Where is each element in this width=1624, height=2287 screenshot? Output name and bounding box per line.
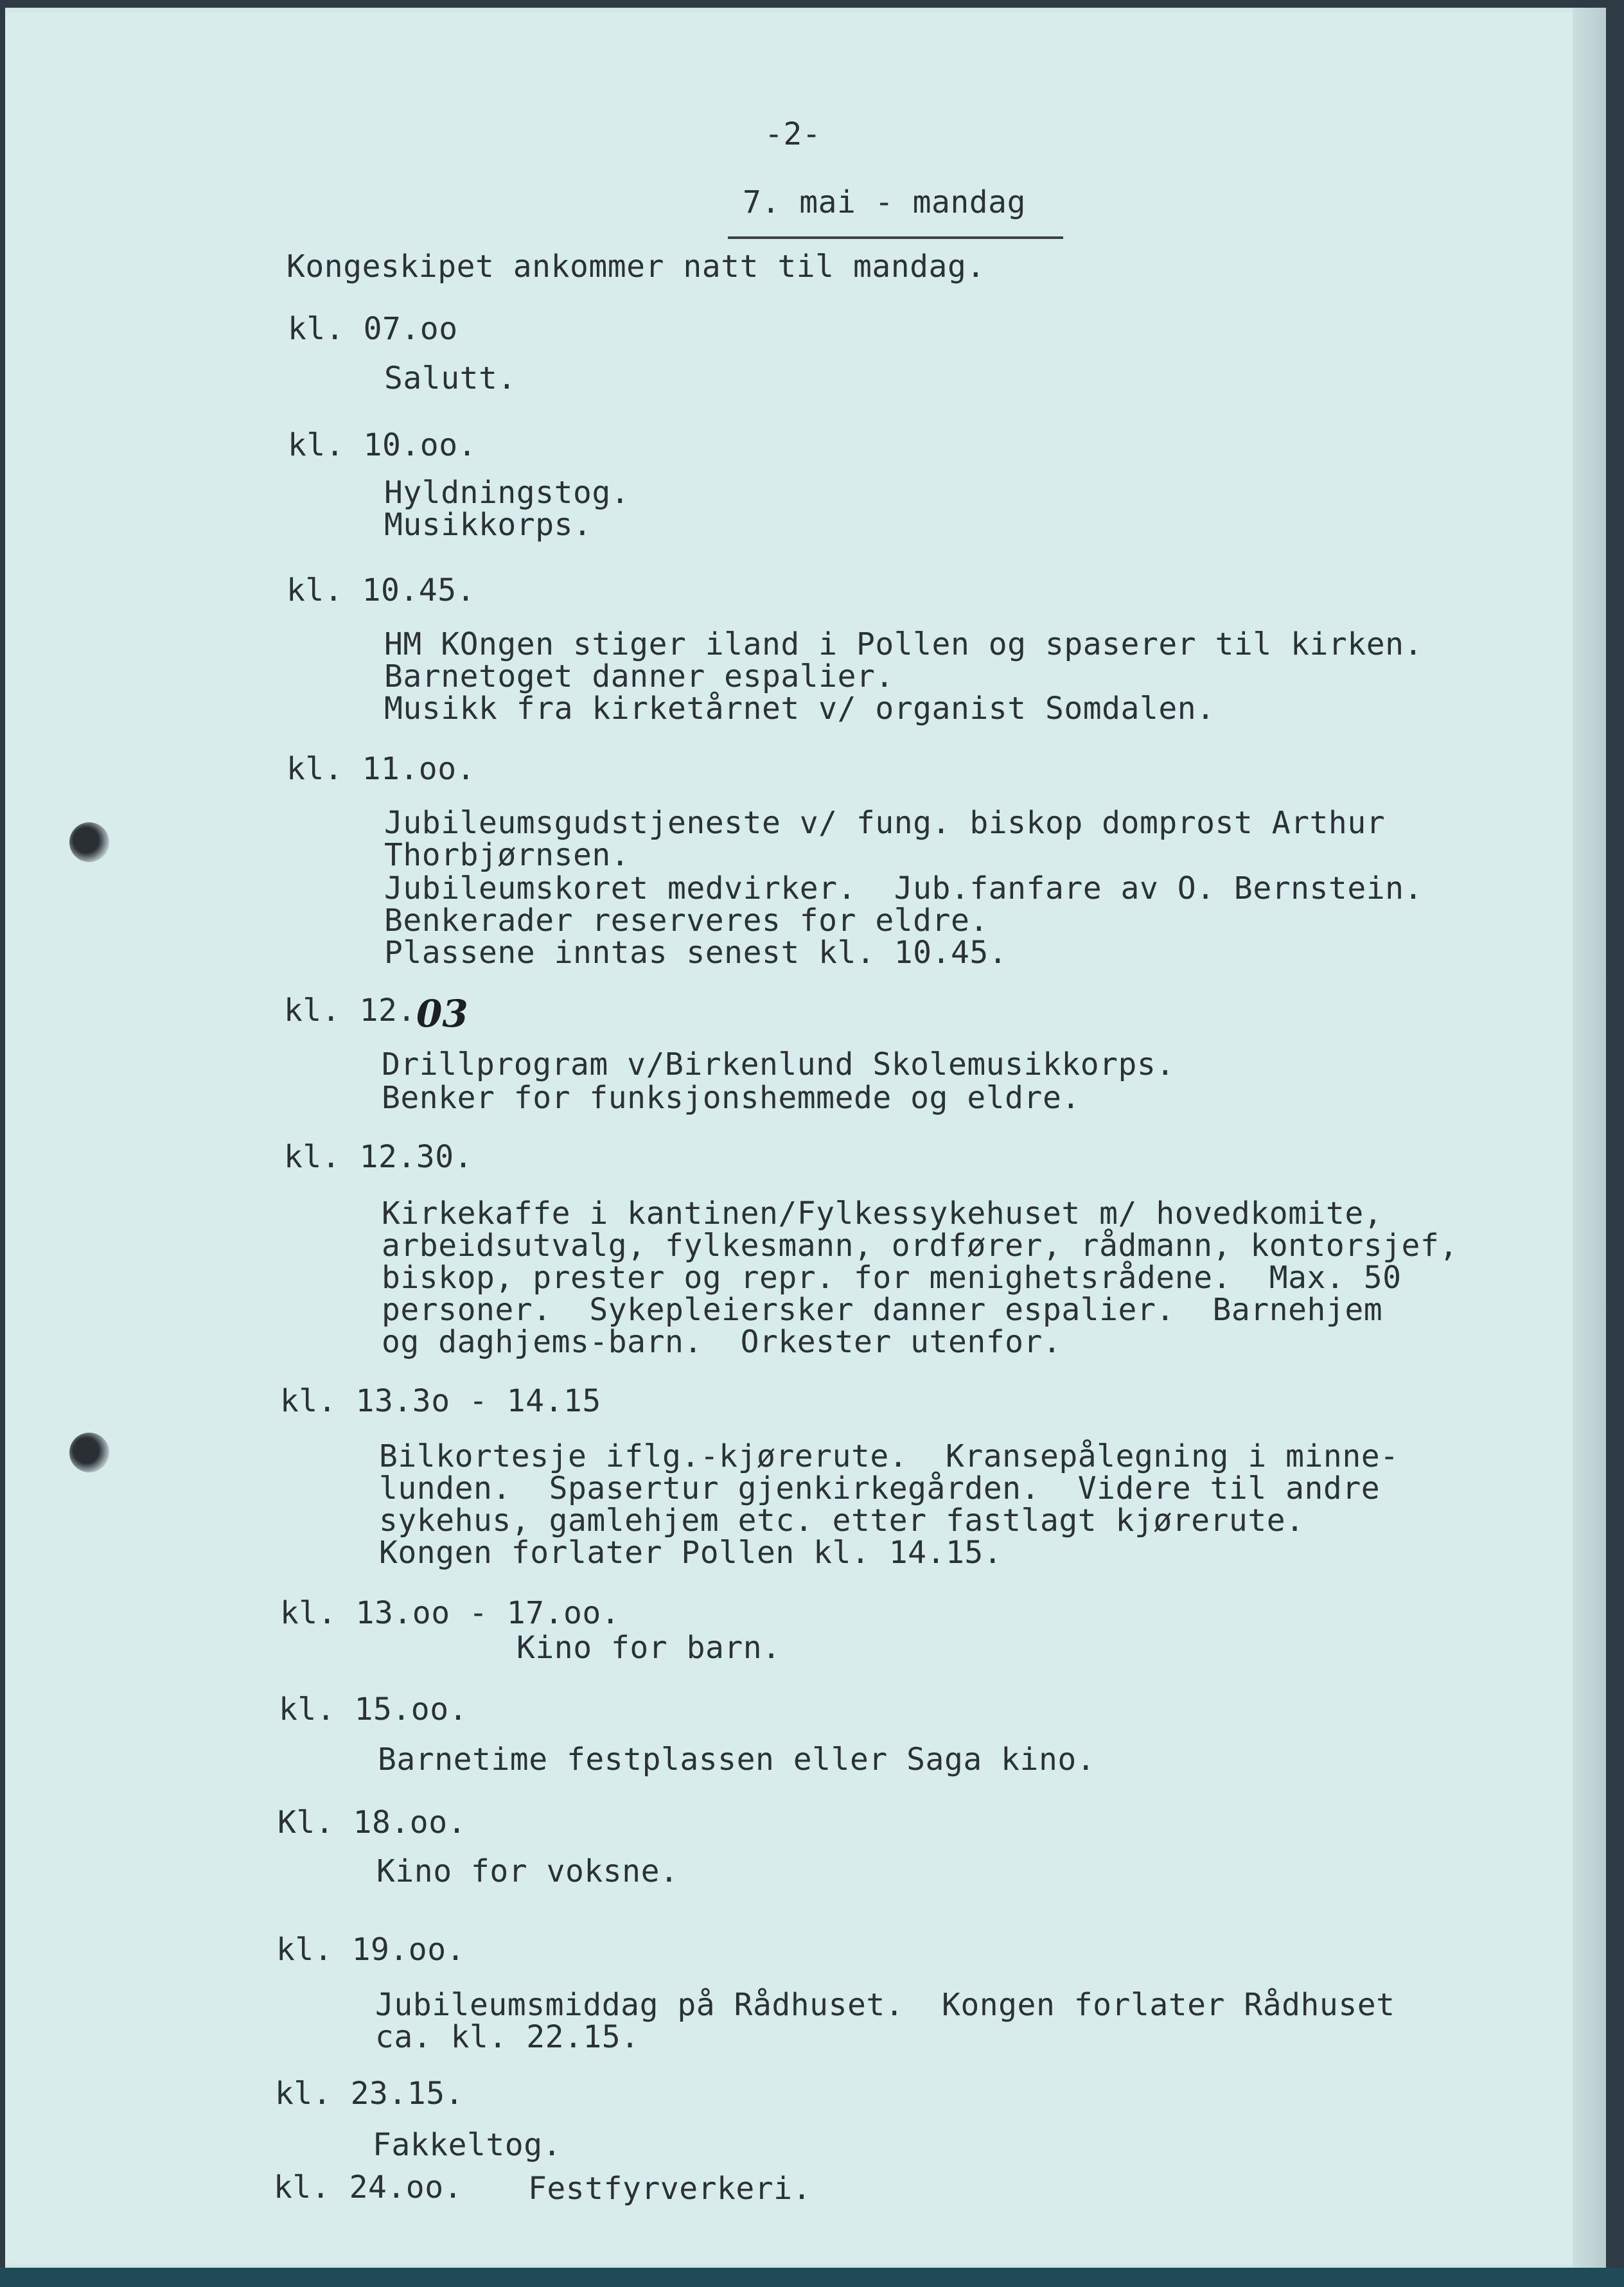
intro-line: Kongeskipet ankommer natt til mandag. [287,249,985,285]
entry-time: kl. 10.45. [287,572,475,608]
entry-time: kl. 24.oo. [274,2169,463,2205]
entry-line: Kirkekaffe i kantinen/Fylkessykehuset m/ hovedkomite, [382,1196,1383,1232]
entry-line: Musikkorps. [384,507,592,543]
entry-line: Salutt. [384,360,516,396]
entry-line: HM KOngen stiger iland i Pollen og spaserer til kirken. [384,626,1423,662]
heading-underline [728,236,1063,239]
entry-line: Jubileumskoret medvirker. Jub.fanfare av O. Bernstein. [384,870,1423,906]
entry-line: Jubileumsgudstjeneste v/ fung. biskop domprost Arthur [384,805,1386,841]
entry-line: Fakkeltog. [373,2127,561,2163]
entry-line: arbeidsutvalg, fylkesmann, ordfører, rådmann, kontorsjef, [382,1228,1458,1264]
entry-line: Jubileumsmiddag på Rådhuset. Kongen forlater Rådhuset [375,1987,1395,2023]
entry-line: Bilkortesje iflg.-kjørerute. Kransepålegning i minne- [379,1438,1399,1474]
entry-time: Kl. 18.oo. [278,1805,466,1841]
entry-line: biskop, prester og repr. for menighetsrådene. Max. 50 [382,1260,1402,1296]
entry-time: kl. 11.oo. [287,751,475,787]
entry-line: Musikk fra kirketårnet v/ organist Somdalen. [384,691,1215,727]
entry-line: Plassene inntas senest kl. 10.45. [384,935,1008,971]
entry-line: Festfyrverkeri. [528,2171,811,2207]
punch-hole-lower [69,1433,109,1472]
entry-time: kl. 10.oo. [288,427,477,463]
entry-time: kl. 19.oo. [276,1932,465,1968]
entry-line: Thorbjørnsen. [384,837,630,873]
entry-time: kl. 13.3o - 14.15 [280,1383,601,1419]
entry-line: Kongen forlater Pollen kl. 14.15. [379,1535,1003,1571]
entry-line: Hyldningstog. [384,475,630,511]
document-page [5,8,1606,2268]
entry-line: og daghjems-barn. Orkester utenfor. [382,1324,1062,1360]
punch-hole-upper [69,822,109,862]
entry-time: kl. 12. [284,993,416,1029]
entry-time: kl. 13.oo - 17.oo. [280,1595,621,1631]
entry-time: kl. 23.15. [275,2076,464,2112]
entry-line: lunden. Spasertur gjenkirkegården. Videre til andre [379,1470,1381,1506]
entry-line: Barnetime festplassen eller Saga kino. [378,1742,1096,1778]
entry-time: kl. 15.oo. [279,1691,468,1727]
handwritten-correction: 03 [416,992,468,1036]
entry-line: Kino for barn. [516,1630,781,1666]
entry-line: Benkerader reserveres for eldre. [384,903,989,939]
entry-line: Benker for funksjonshemmede og eldre. [382,1080,1081,1116]
page-edge-shadow [1573,8,1606,2268]
page-number: -2- [764,116,822,152]
scan-background-strip [0,2268,1624,2287]
page-heading: 7. mai - mandag [743,184,1026,220]
entry-time: kl. 07.oo [288,311,458,347]
entry-line: Drillprogram v/Birkenlund Skolemusikkorps. [382,1046,1175,1082]
entry-line: sykehus, gamlehjem etc. etter fastlagt kjørerute. [379,1503,1305,1539]
entry-line: Kino for voksne. [376,1853,679,1889]
entry-time: kl. 12.30. [284,1139,473,1175]
entry-line: Barnetoget danner espalier. [384,658,894,694]
entry-line: personer. Sykepleiersker danner espalier. Barnehjem [382,1292,1383,1328]
entry-line: ca. kl. 22.15. [375,2019,640,2055]
